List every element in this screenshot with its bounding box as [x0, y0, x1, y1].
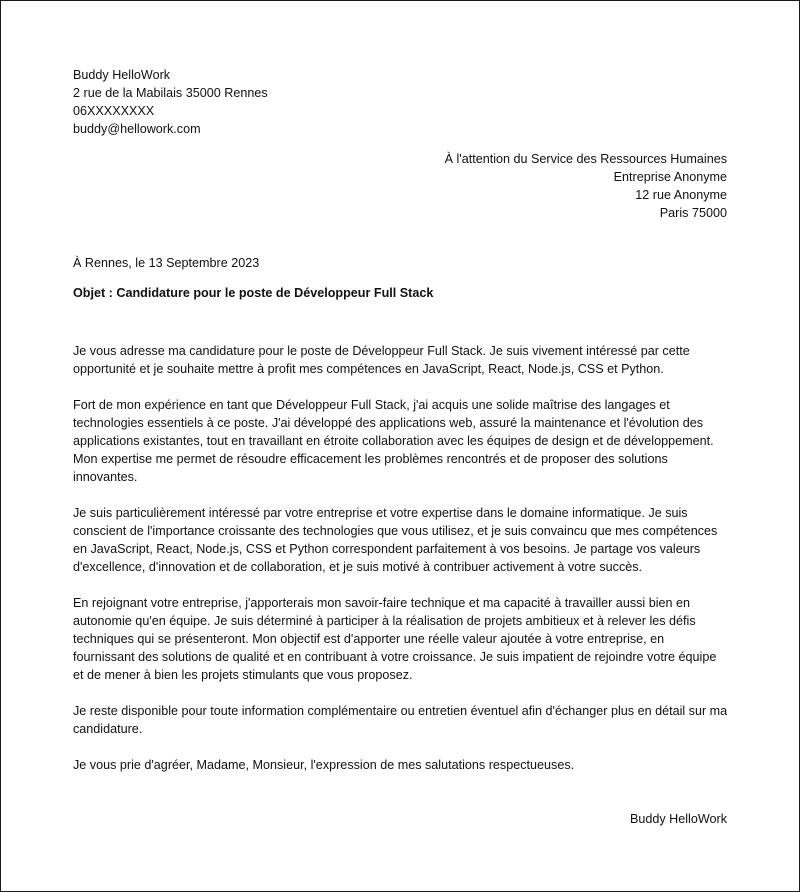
body-paragraph: Je suis particulièrement intéressé par votre entreprise et votre expertise dans le domaine informatique. Je suis conscient de l'importance croissante des technologies que vous utilisez, et je suis convaincu que mes compétences en JavaScript, React, Node.js, CSS et Python correspondent parfaitement à vos besoins. Je partage vos valeurs d'excellence, d'innovation et de collaboration, et je suis motivé à contribuer activement à votre succès. — [73, 506, 718, 574]
letter-subject: Objet : Candidature pour le poste de Développeur Full Stack — [73, 286, 434, 300]
recipient-street: 12 rue Anonyme — [635, 188, 727, 202]
body-paragraph: Fort de mon expérience en tant que Développeur Full Stack, j'ai acquis une solide maîtrise des langages et technologies essentiels à ce poste. J'ai développé des applications web, assuré la maintenance et l'évolution des applications existantes, tout en travaillant en étroite collaboration avec les équipes de design et de développement. Mon expertise me permet de résoudre efficacement les problèmes rencontrés et de proposer des solutions innovantes. — [73, 398, 714, 484]
recipient-company: Entreprise Anonyme — [613, 170, 727, 184]
letter-body — [73, 342, 729, 792]
sender-block — [73, 66, 473, 138]
body-paragraph: En rejoignant votre entreprise, j'apporterais mon savoir-faire technique et ma capacité à travailler aussi bien en autonomie qu'en équipe. Je suis déterminé à participer à la réalisation de projets ambitieux et à relever les défis techniques qui se présenteront. Mon objectif est d'apporter une réelle valeur ajoutée à votre entreprise, en fournissant des solutions de qualité et en contribuant à votre croissance. Je suis impatient de rejoindre votre équipe et de mener à bien les projets stimulants que vous proposez. — [73, 596, 717, 682]
body-paragraph: Je reste disponible pour toute information complémentaire ou entretien éventuel afin d'échanger plus en détail sur ma candidature. — [73, 704, 728, 736]
closing-paragraph: Je vous prie d'agréer, Madame, Monsieur, l'expression de mes salutations respectueuses. — [73, 758, 575, 772]
sender-email: buddy@hellowork.com — [73, 122, 201, 136]
signature: Buddy HelloWork — [629, 812, 727, 826]
recipient-attention: À l'attention du Service des Ressources Humaines — [444, 152, 727, 166]
sender-name: Buddy HelloWork — [73, 68, 171, 82]
letter-date: À Rennes, le 13 Septembre 2023 — [73, 256, 260, 270]
recipient-block — [327, 150, 727, 222]
sender-address: 2 rue de la Mabilais 35000 Rennes — [73, 86, 268, 100]
sender-phone: 06XXXXXXXX — [73, 104, 155, 118]
body-paragraph: Je vous adresse ma candidature pour le poste de Développeur Full Stack. Je suis vivement intéressé par cette opportunité et je souhaite mettre à profit mes compétences en JavaScript, React, Node.js, CSS et Python. — [73, 344, 690, 376]
recipient-city: Paris 75000 — [659, 206, 727, 220]
